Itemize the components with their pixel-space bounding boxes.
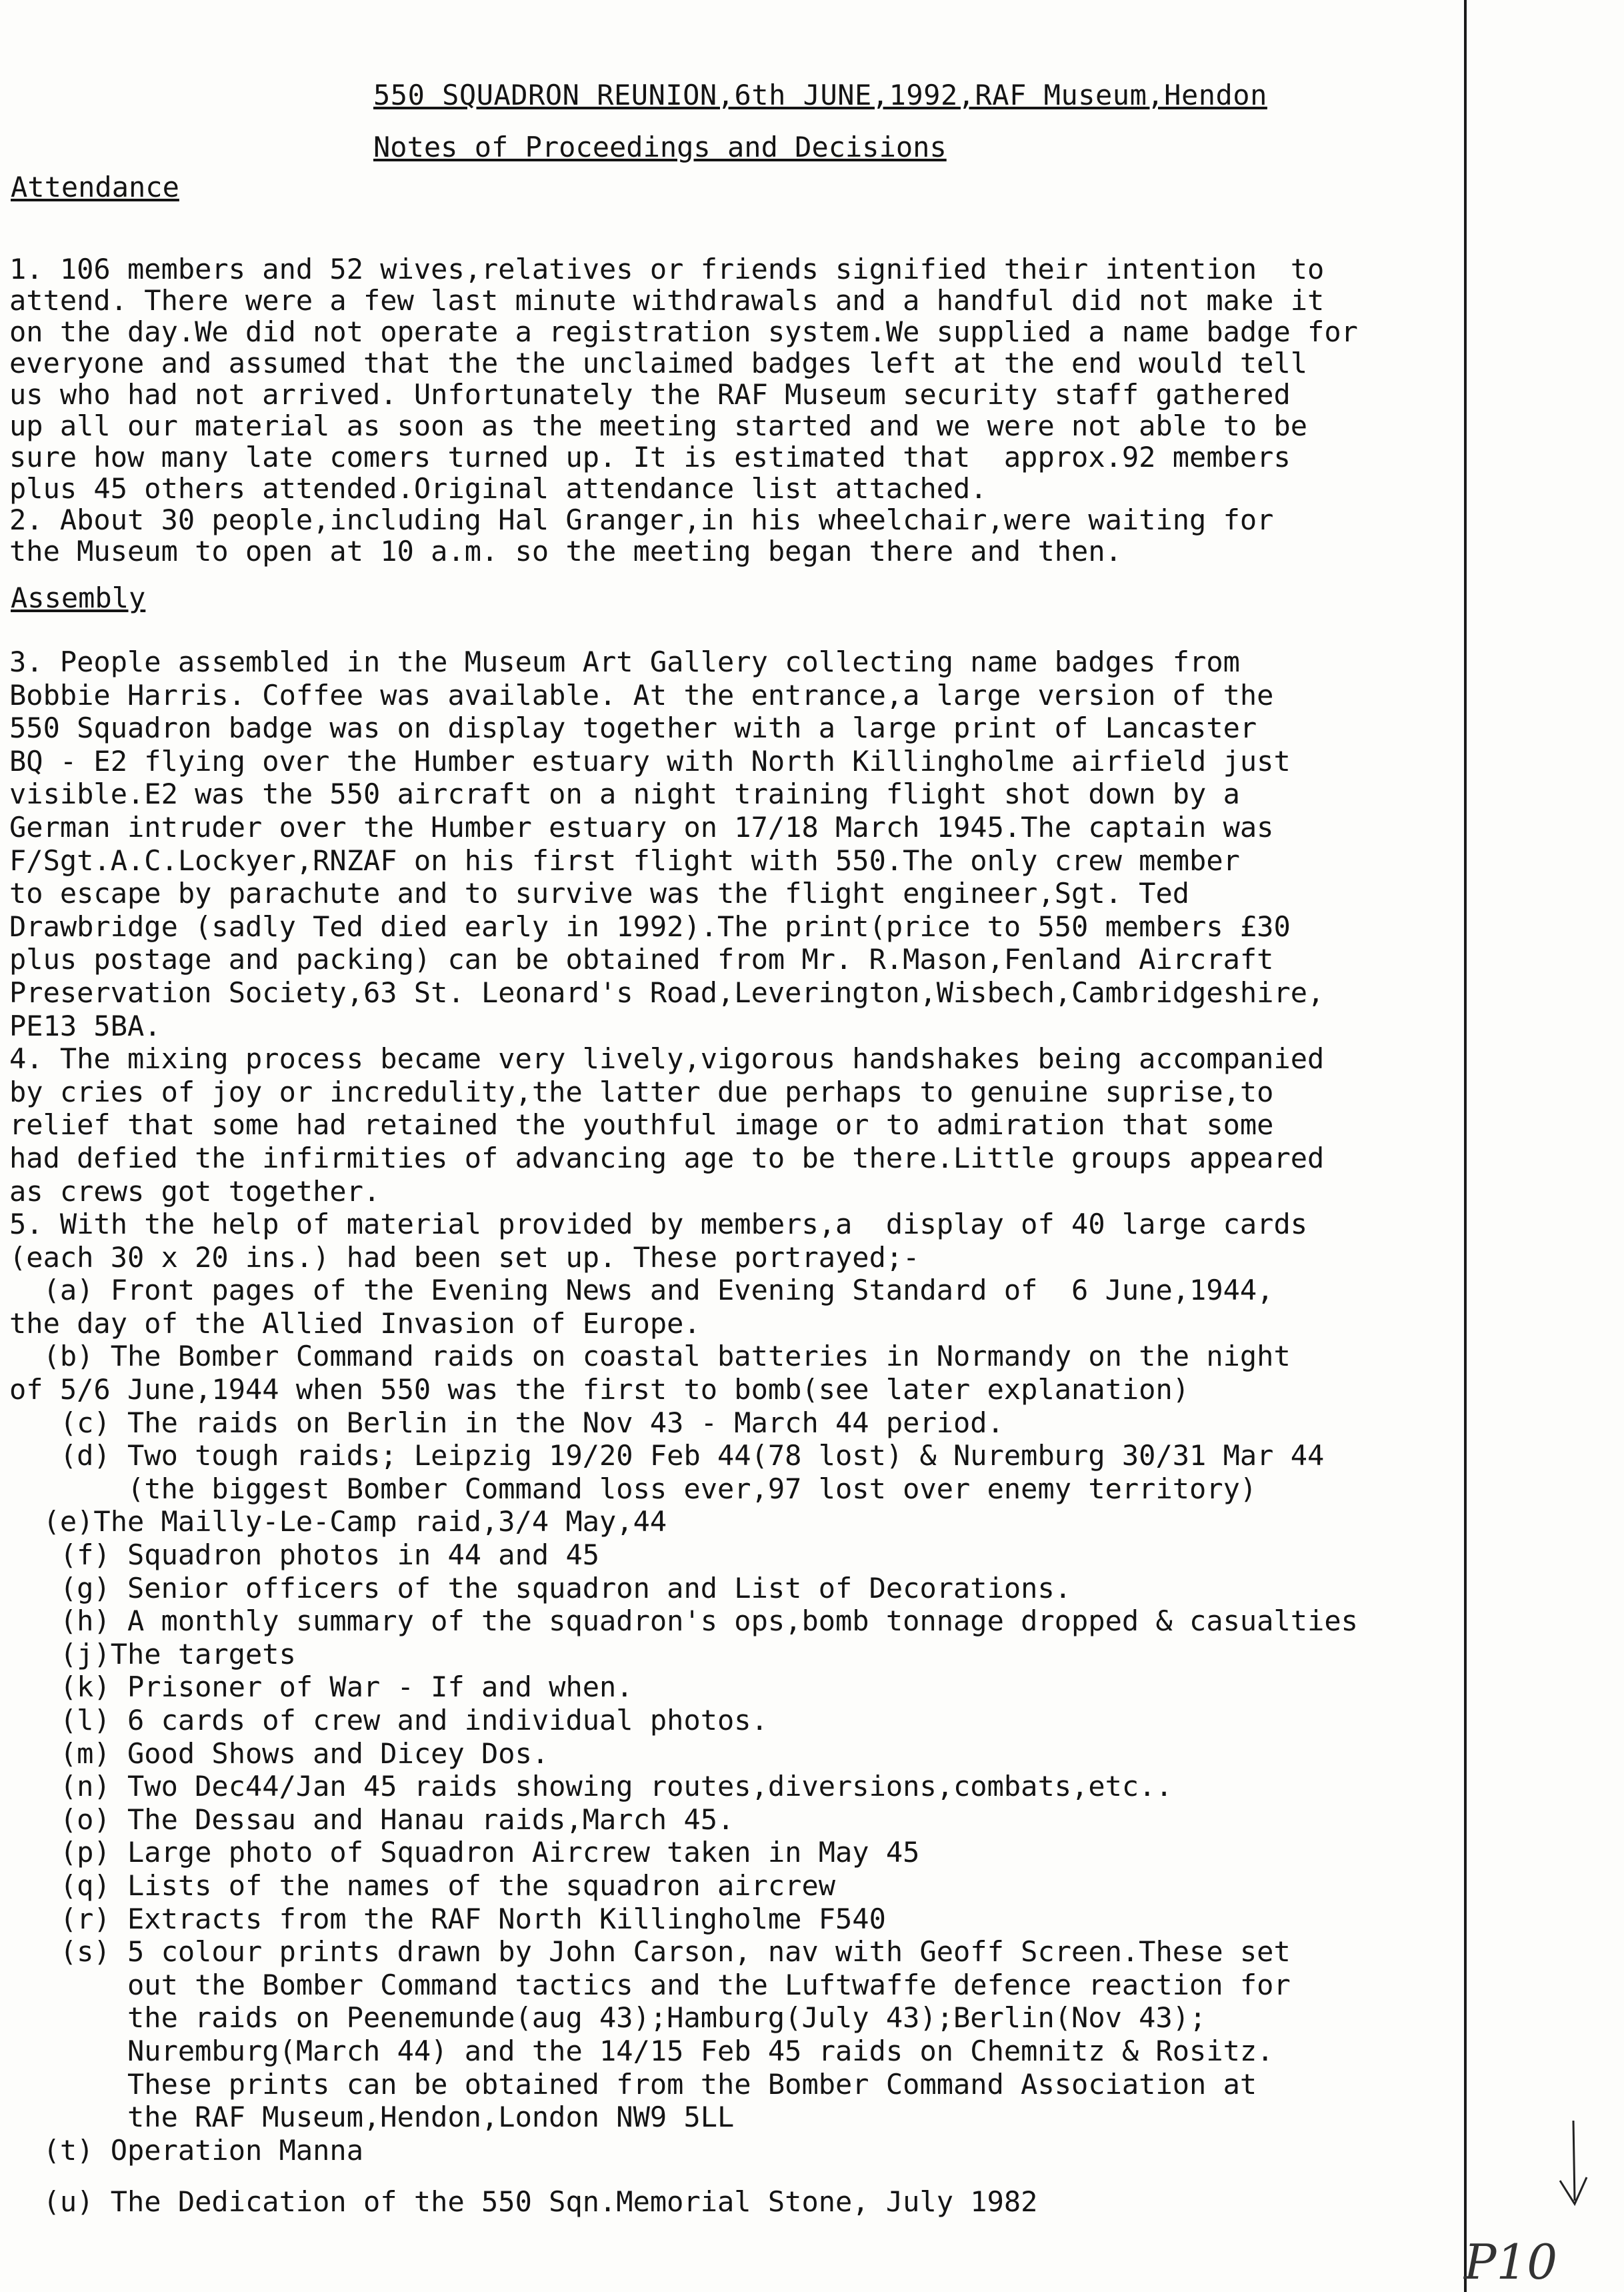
assembly-line: (the biggest Bomber Command loss ever,97 lost over enemy territory)	[9, 1472, 1257, 1505]
assembly-line: 3. People assembled in the Museum Art Gallery collecting name badges from	[9, 646, 1240, 678]
assembly-line: (o) The Dessau and Hanau raids,March 45.	[9, 1803, 735, 1836]
assembly-line: as crews got together.	[9, 1174, 381, 1208]
attendance-line: up all our material as soon as the meeting started and we were not able to be	[9, 409, 1308, 442]
assembly-line: (t) Operation Manna	[9, 2133, 364, 2167]
assembly-line: plus postage and packing) can be obtained from Mr. R.Mason,Fenland Aircraft	[9, 943, 1274, 976]
attendance-line: the Museum to open at 10 a.m. so the meeting began there and then.	[9, 535, 1122, 567]
assembly-line: F/Sgt.A.C.Lockyer,RNZAF on his first flight with 550.The only crew member	[9, 844, 1240, 877]
assembly-line: (a) Front pages of the Evening News and Evening Standard of 6 June,1944,	[9, 1274, 1274, 1307]
list-item-u: (u) The Dedication of the 550 Sqn.Memorial Stone, July 1982	[9, 2185, 1038, 2218]
assembly-line: 5. With the help of material provided by members,a display of 40 large cards	[9, 1208, 1308, 1241]
attendance-line: us who had not arrived. Unfortunately the RAF Museum security staff gathered	[9, 378, 1291, 411]
assembly-line: (p) Large photo of Squadron Aircrew taken in May 45	[9, 1836, 920, 1869]
assembly-line: (f) Squadron photos in 44 and 45	[9, 1538, 600, 1572]
assembly-line: (n) Two Dec44/Jan 45 raids showing routes,diversions,combats,etc..	[9, 1770, 1173, 1803]
assembly-line: the RAF Museum,Hendon,London NW9 5LL	[9, 2101, 735, 2134]
attendance-section	[9, 253, 1609, 567]
attendance-line: sure how many late comers turned up. It is estimated that approx.92 members	[9, 441, 1291, 473]
assembly-line: (k) Prisoner of War - If and when.	[9, 1670, 633, 1704]
heading-attendance: Attendance	[11, 171, 179, 203]
assembly-line: 550 Squadron badge was on display together with a large print of Lancaster	[9, 712, 1257, 745]
assembly-line: (q) Lists of the names of the squadron aircrew	[9, 1869, 836, 1902]
assembly-line: (j)The targets	[9, 1637, 296, 1670]
assembly-line: Preservation Society,63 St. Leonard's Road,Leverington,Wisbech,Cambridgeshire,	[9, 976, 1325, 1009]
assembly-line: relief that some had retained the youthful image or to admiration that some	[9, 1108, 1274, 1142]
margin-rule	[1464, 0, 1467, 2292]
document-title: 550 SQUADRON REUNION,6th JUNE,1992,RAF Museum,Hendon	[373, 79, 1267, 111]
assembly-line: by cries of joy or incredulity,the latter due perhaps to genuine suprise,to	[9, 1075, 1274, 1108]
assembly-line: (s) 5 colour prints drawn by John Carson, nav with Geoff Screen.These set	[9, 1935, 1291, 1969]
assembly-line: of 5/6 June,1944 when 550 was the first to bomb(see later explanation)	[9, 1373, 1190, 1406]
assembly-line: 4. The mixing process became very lively,vigorous handshakes being accompanied	[9, 1042, 1325, 1076]
assembly-line: the raids on Peenemunde(aug 43);Hamburg(July 43);Berlin(Nov 43);	[9, 2001, 1207, 2035]
assembly-line: (e)The Mailly-Le-Camp raid,3/4 May,44	[9, 1505, 667, 1538]
assembly-line: (r) Extracts from the RAF North Killingholme F540	[9, 1902, 886, 1935]
handwritten-page-note: P10	[1464, 2234, 1558, 2290]
assembly-line: PE13 5BA.	[9, 1009, 161, 1042]
assembly-line: the day of the Allied Invasion of Europe.	[9, 1306, 701, 1340]
assembly-line: (g) Senior officers of the squadron and List of Decorations.	[9, 1571, 1072, 1604]
assembly-line: (c) The raids on Berlin in the Nov 43 - March 44 period.	[9, 1406, 1004, 1439]
attendance-line: on the day.We did not operate a registration system.We supplied a name badge for	[9, 315, 1358, 348]
assembly-line: Nuremburg(March 44) and the 14/15 Feb 45 raids on Chemnitz & Rositz.	[9, 2034, 1274, 2067]
assembly-line: Drawbridge (sadly Ted died early in 1992).The print(price to 550 members £30	[9, 910, 1291, 943]
assembly-line: visible.E2 was the 550 aircraft on a night training flight shot down by a	[9, 778, 1240, 811]
assembly-section	[9, 646, 1609, 2167]
assembly-line: Bobbie Harris. Coffee was available. At the entrance,a large version of the	[9, 678, 1274, 712]
assembly-line: out the Bomber Command tactics and the Luftwaffe defence reaction for	[9, 1968, 1291, 2001]
assembly-line: (h) A monthly summary of the squadron's ops,bomb tonnage dropped & casualties	[9, 1604, 1358, 1638]
assembly-line: (b) The Bomber Command raids on coastal batteries in Normandy on the night	[9, 1340, 1291, 1373]
assembly-line: to escape by parachute and to survive was the flight engineer,Sgt. Ted	[9, 877, 1190, 910]
attendance-line: attend. There were a few last minute withdrawals and a handful did not make it	[9, 284, 1325, 317]
attendance-line: 1. 106 members and 52 wives,relatives or friends signified their intention to	[9, 253, 1325, 285]
assembly-line: These prints can be obtained from the Bomber Command Association at	[9, 2067, 1257, 2101]
document-subtitle: Notes of Proceedings and Decisions	[373, 131, 947, 163]
assembly-line: had defied the infirmities of advancing age to be there.Little groups appeared	[9, 1141, 1325, 1174]
assembly-line: (l) 6 cards of crew and individual photos.	[9, 1704, 768, 1737]
assembly-line: (d) Two tough raids; Leipzig 19/20 Feb 44(78 lost) & Nuremburg 30/31 Mar 44	[9, 1439, 1325, 1472]
heading-assembly: Assembly	[11, 582, 146, 614]
attendance-line: 2. About 30 people,including Hal Granger,in his wheelchair,were waiting for	[9, 503, 1274, 536]
assembly-line: (each 30 x 20 ins.) had been set up. These portrayed;-	[9, 1240, 920, 1274]
assembly-line: (m) Good Shows and Dicey Dos.	[9, 1737, 549, 1770]
attendance-line: everyone and assumed that the the unclaimed badges left at the end would tell	[9, 347, 1308, 379]
assembly-line: BQ - E2 flying over the Humber estuary with North Killingholme airfield just	[9, 744, 1291, 778]
assembly-line: German intruder over the Humber estuary on 17/18 March 1945.The captain was	[9, 810, 1274, 844]
attendance-line: plus 45 others attended.Original attendance list attached.	[9, 472, 987, 505]
